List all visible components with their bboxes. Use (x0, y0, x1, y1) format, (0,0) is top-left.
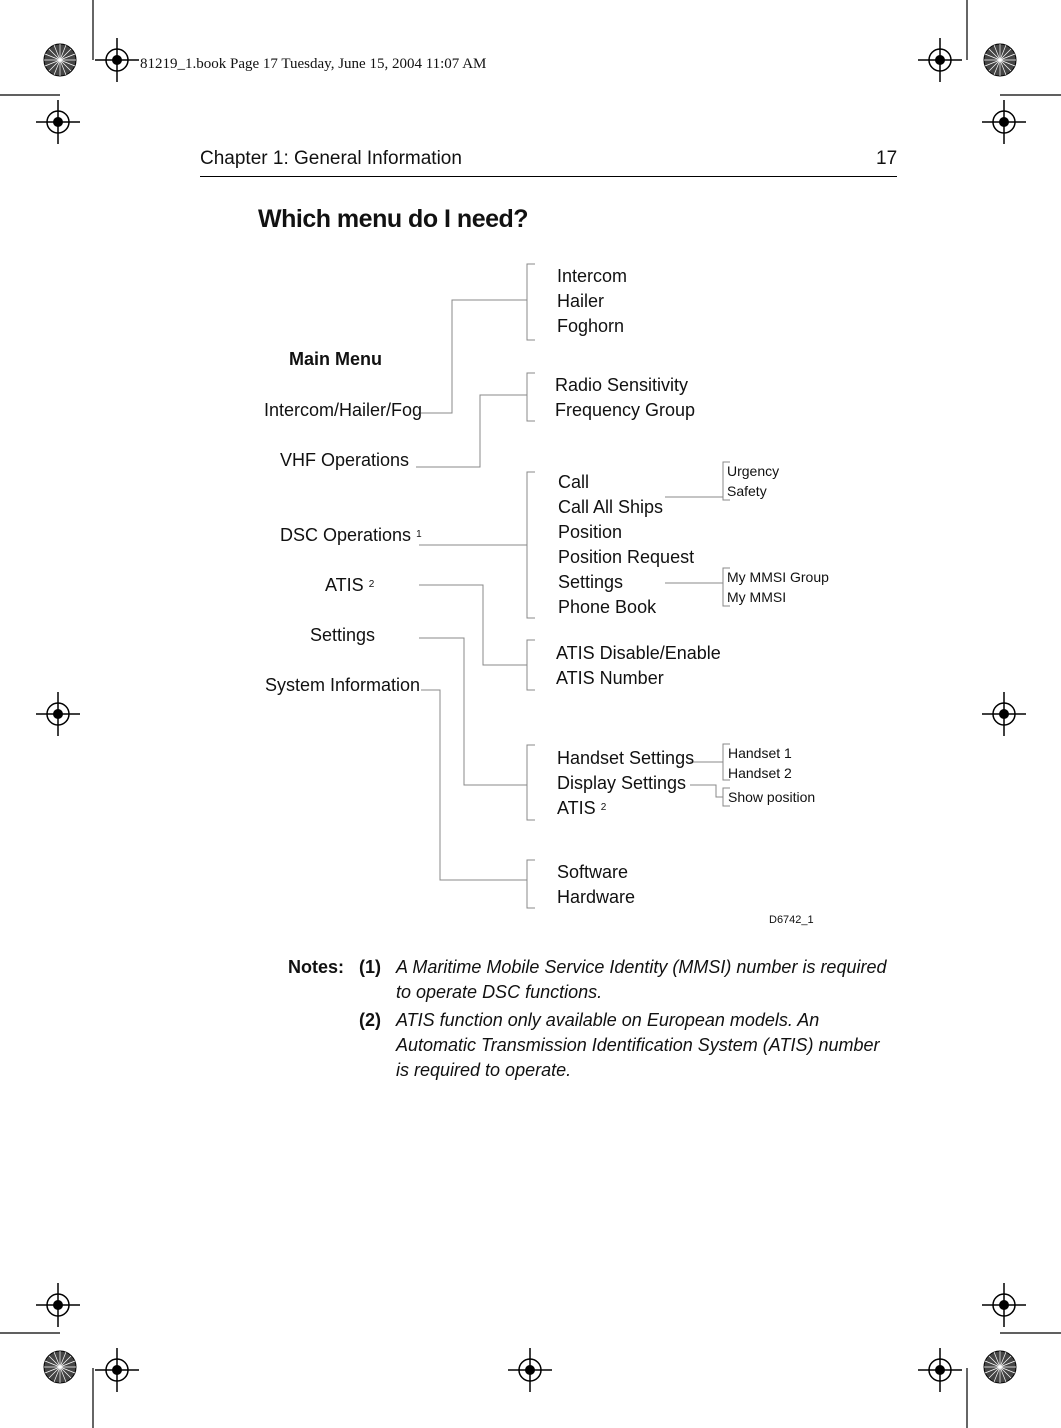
submenu-item: Phone Book (558, 597, 657, 617)
print-slug: 81219_1.book Page 17 Tuesday, June 15, 2004 11:07 AM (140, 56, 487, 72)
note-number: (2) (359, 1010, 381, 1030)
page-number: 17 (876, 148, 898, 169)
footnote-ref: 2 (368, 579, 375, 590)
submenu-item: Position (558, 522, 623, 542)
submenu-atis (556, 641, 721, 691)
option-item: Urgency (727, 463, 780, 479)
page-title: Which menu do I need? (258, 205, 529, 233)
note-text: ATIS function only available on European models. An Automatic Transmission Identification System (ATIS) number is required to operate. (396, 1010, 880, 1080)
submenu-item: Display Settings (557, 773, 687, 793)
footnote-ref: 2 (600, 802, 607, 813)
menu-item-atis: ATIS $^2$ (325, 575, 375, 595)
submenu-item: Hailer (557, 291, 605, 311)
menu-item-dsc: DSC Operations $^1$ (280, 525, 422, 545)
footnote-ref: 1 (416, 529, 422, 540)
submenu-item: ATIS Disable/Enable (556, 643, 721, 663)
submenu-system (557, 860, 635, 910)
call-options (727, 461, 779, 501)
submenu-item: Foghorn (557, 316, 625, 336)
display-option: Show position (728, 789, 816, 805)
note-text: A Maritime Mobile Service Identity (MMSI) number is required to operate DSC functions. (396, 957, 887, 1002)
menu-item-vhf: VHF Operations (280, 450, 410, 470)
dsc-settings-options (727, 567, 829, 607)
figure-id: D6742_1 (769, 914, 814, 926)
submenu-intercom (557, 264, 627, 339)
submenu-item: ATIS $^2$ (557, 798, 607, 818)
option-item: Handset 2 (728, 765, 792, 781)
main-menu-heading: Main Menu (289, 349, 382, 369)
submenu-item: ATIS Number (556, 668, 664, 688)
menu-item-intercom: Intercom/Hailer/Fog (264, 400, 423, 420)
submenu-item: Call (558, 472, 590, 492)
option-item: Safety (727, 483, 767, 499)
option-item: My MMSI (727, 589, 787, 605)
notes-label: Notes: (288, 957, 345, 977)
submenu-item: Intercom (557, 266, 628, 286)
submenu-item: Settings (558, 572, 624, 592)
submenu-item: Handset Settings (557, 748, 695, 768)
note-number: (1) (359, 957, 381, 977)
submenu-dsc (558, 470, 694, 620)
submenu-vhf (555, 373, 695, 423)
submenu-item: Frequency Group (555, 400, 696, 420)
submenu-item: Call All Ships (558, 497, 664, 517)
menu-item-settings: Settings (310, 625, 376, 645)
option-item: Handset 1 (728, 745, 792, 761)
submenu-item: Hardware (557, 887, 636, 907)
option-item: My MMSI Group (727, 569, 829, 585)
submenu-item: Radio Sensitivity (555, 375, 689, 395)
submenu-settings (557, 746, 694, 824)
submenu-item: Position Request (558, 547, 695, 567)
handset-options (728, 743, 792, 783)
submenu-item: Software (557, 862, 629, 882)
chapter-header: Chapter 1: General Information (200, 148, 462, 169)
menu-item-system: System Information (265, 675, 421, 695)
